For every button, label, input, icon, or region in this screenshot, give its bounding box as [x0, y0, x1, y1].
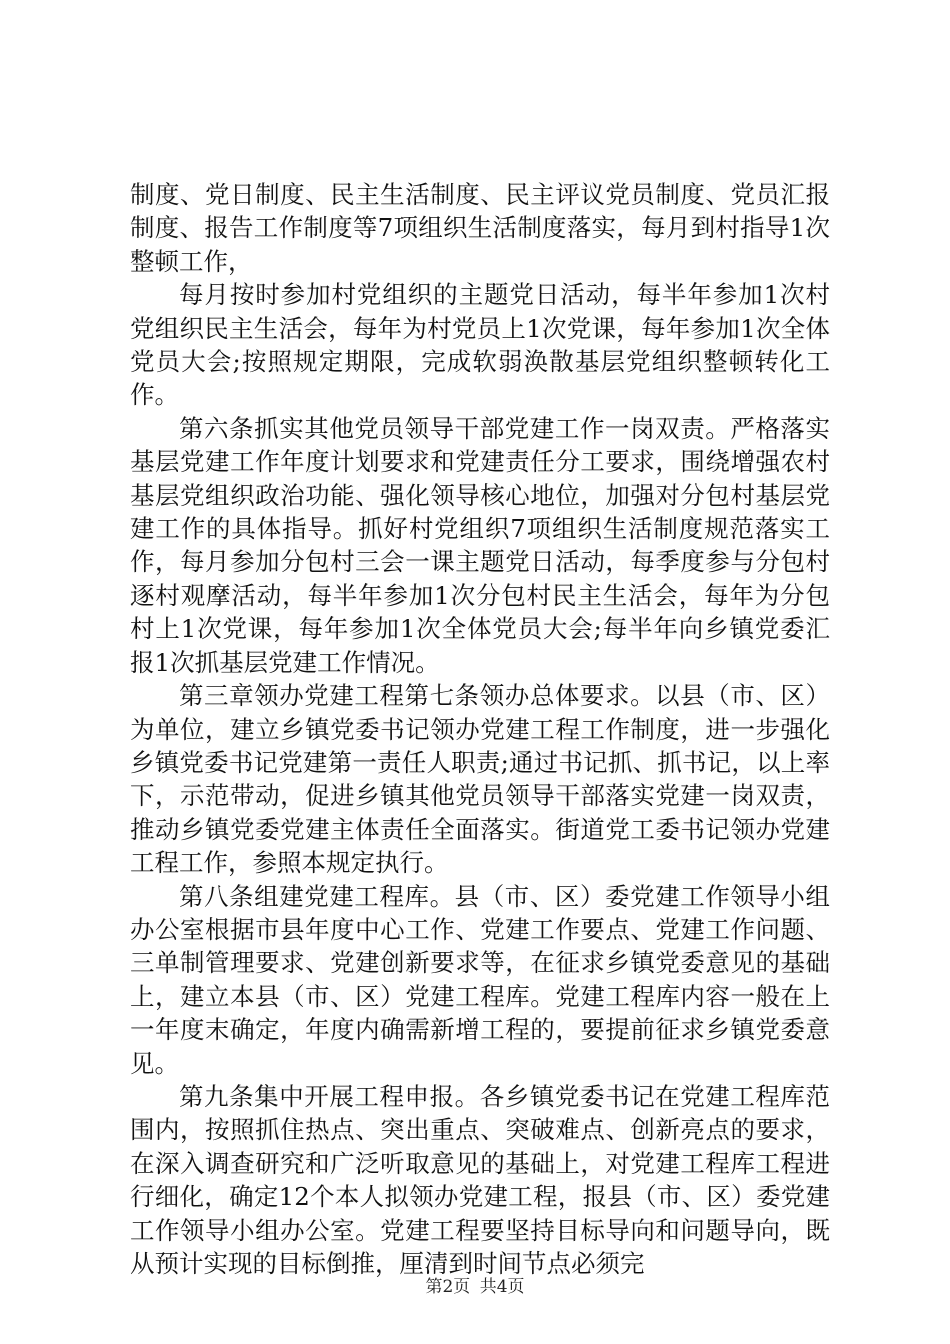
paragraph-chapter-3-article-7: 第三章领办党建工程第七条领办总体要求。以县（市、区）为单位，建立乡镇党委书记领办党建工程工作制度，进一步强化乡镇党委书记党建第一责任人职责;通过书记抓、抓书记，以上率下，示范带动，促进乡镇其他党员领导干部落实党建一岗双责，推动乡镇党委党建主体责任全面落实。街道党工委书记领办党建工程工作，参照本规定执行。	[130, 681, 830, 878]
page-number: 第2页	[425, 1277, 471, 1297]
paragraph-continuation: 制度、党日制度、民主生活制度、民主评议党员制度、党员汇报制度、报告工作制度等7项组织生活制度落实，每月到村指导1次整顿工作，	[130, 180, 830, 276]
paragraph-article-9: 第九条集中开展工程申报。各乡镇党委书记在党建工程库范围内，按照抓住热点、突出重点、突破难点、创新亮点的要求，在深入调查研究和广泛听取意见的基础上，对党建工程库工程进行细化，确定12个本人拟领办党建工程，报县（市、区）委党建工作领导小组办公室。党建工程要坚持目标导向和问题导向，既从预计实现的目标倒推，厘清到时间节点必须完	[130, 1081, 830, 1278]
page-footer	[0, 1272, 950, 1297]
page-total: 共4页	[479, 1277, 525, 1297]
paragraph: 每月按时参加村党组织的主题党日活动，每半年参加1次村党组织民主生活会，每年为村党员上1次党课，每年参加1次全体党员大会;按照规定期限，完成软弱涣散基层党组织整顿转化工作。	[130, 280, 830, 410]
document-body	[130, 178, 830, 1280]
paragraph-article-8: 第八条组建党建工程库。县（市、区）委党建工作领导小组办公室根据市县年度中心工作、党建工作要点、党建工作问题、三单制管理要求、党建创新要求等，在征求乡镇党委意见的基础上，建立本县（市、区）党建工程库。党建工程库内容一般在上一年度末确定，年度内确需新增工程的，要提前征求乡镇党委意见。	[130, 881, 830, 1078]
paragraph-article-6: 第六条抓实其他党员领导干部党建工作一岗双责。严格落实基层党建工作年度计划要求和党建责任分工要求，围绕增强农村基层党组织政治功能、强化领导核心地位，加强对分包村基层党建工作的具体指导。抓好村党组织7项组织生活制度规范落实工作，每月参加分包村三会一课主题党日活动，每季度参与分包村逐村观摩活动，每半年参加1次分包村民主生活会，每年为分包村上1次党课，每年参加1次全体党员大会;每半年向乡镇党委汇报1次抓基层党建工作情况。	[130, 413, 830, 677]
